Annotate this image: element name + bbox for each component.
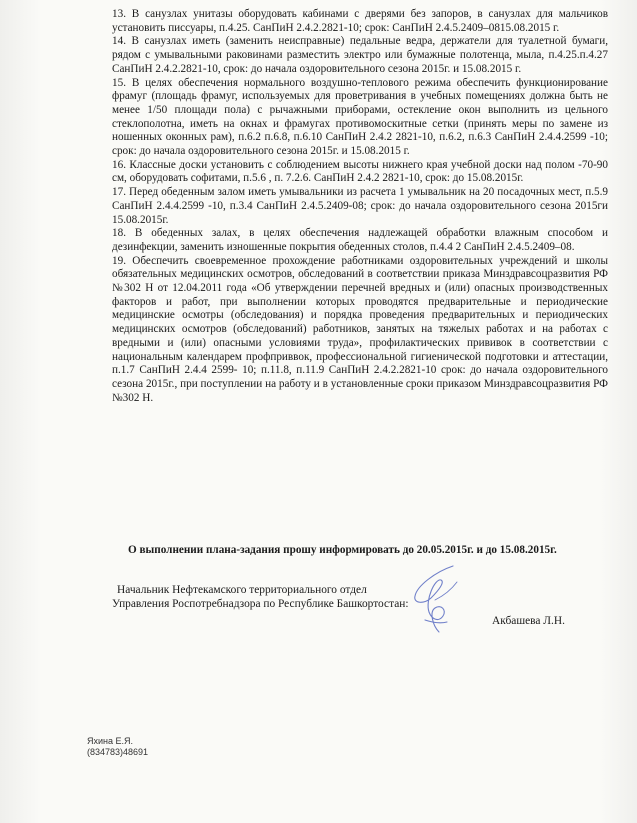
item-13: 13. В санузлах унитазы оборудовать кабинами с дверями без запоров, в санузлах для мальчиков установить писсуары, п.4.25. СанПиН 2.4.2.2821-10; срок: СанПиН 2.4.5.2409–0815.08.2015 г. — [112, 8, 608, 34]
item-14: 14. В санузлах иметь (заменить неисправные) педальные ведра, держатели для туалетной бумаги, рядом с умывальными раковинами разместить электро или бумажные полотенца, мыла, п.4.25.п.4.27 СанПиН 2.4.2.2821-10, срок: до начала оздоровительного сезона 2015г. и 15.08.2015 г. — [112, 35, 608, 75]
item-15: 15. В целях обеспечения нормального воздушно-теплового режима обеспечить функционирование фрамуг (площадь фрамуг, используемых для проветривания в учебных помещениях должна быть не менее 1/50 площади пола) с рычажными приборами, остекление окон выполнить из цельного стеклополотна, иметь на окнах и фрамугах противомоскитные сетки (принять меры по замене из ношенных оконных рам), п.6.2 п.6.8, п.6.10 СанПиН 2.4.2 2821-10, п.6.2, п.6.3 СанПиН 2.4.4.2599 -10; срок: до начала оздоровительного сезона 2015г. и 15.08.2015 г. — [112, 76, 608, 158]
executor-block — [87, 736, 148, 758]
closing-request: О выполнении плана-задания прошу информировать до 20.05.2015г. и до 15.08.2015г. — [128, 544, 557, 556]
handwritten-signature — [395, 560, 475, 640]
item-17: 17. Перед обеденным залом иметь умывальники из расчета 1 умывальник на 20 посадочных мест, п.5.9 СанПиН 2.4.4.2599 -10, п.3.4 СанПиН 2.4.5.2409-08; срок: до начала оздоровительного сезона 2015ги 15.08.2015г. — [112, 186, 608, 226]
signatory-title-line1: Начальник Нефтекамского территориального отдел — [117, 584, 367, 596]
item-16: 16. Классные доски установить с соблюдением высоты нижнего края учебной доски над полом -70-90 см, оборудовать софитами, п.5.6 , п. 7.2.6. СанПиН 2.4.2 2821-10, срок: до 15.08.2015г. — [112, 158, 608, 185]
executor-phone: (834783)48691 — [87, 747, 149, 757]
signatory-title-line2: Управления Роспотребнадзора по Республике Башкортостан: — [112, 598, 409, 610]
item-18: 18. В обеденных залах, в целях обеспечения надлежащей обработки влажным способом и дезинфекции, заменить изношенные покрытия обеденных столов, п.4.4 2 СанПиН 2.4.5.2409–08. — [112, 227, 608, 253]
signatory-name: Акбашева Л.Н. — [492, 615, 565, 627]
executor-name: Яхина Е.Я. — [87, 736, 134, 746]
item-19: 19. Обеспечить своевременное прохождение работниками оздоровительных учреждений и школы обязательных медицинских осмотров, обследований в соответствии приказа Минздравсоцразвития РФ №302 Н от 12.04.2011 года «Об утверждении перечней вредных и (или) опасных производственных факторов и работ, при выполнении которых проводятся предварительные и периодические медицинские осмотры (обследования) и порядка проведения предварительных и периодических медицинских осмотров (обследований) работников, занятых на тяжелых работах и на работах с вредными и (или) опасными условиями труда», профилактических прививок в соответствии с национальным календарем профприввок, профессиональной гигиенической подготовки и аттестации, п.1.7 СанПиН 2.4.4 2599- 10; п.11.8, п.11.9 СанПиН 2.4.2.2821-10 срок: до начала оздоровительного сезона 2015г., при поступлении на работу и в установленные сроки приказом Минздравсоцразвития РФ №302 Н. — [112, 254, 608, 404]
signatory-title — [112, 583, 409, 611]
document-body — [112, 8, 608, 405]
